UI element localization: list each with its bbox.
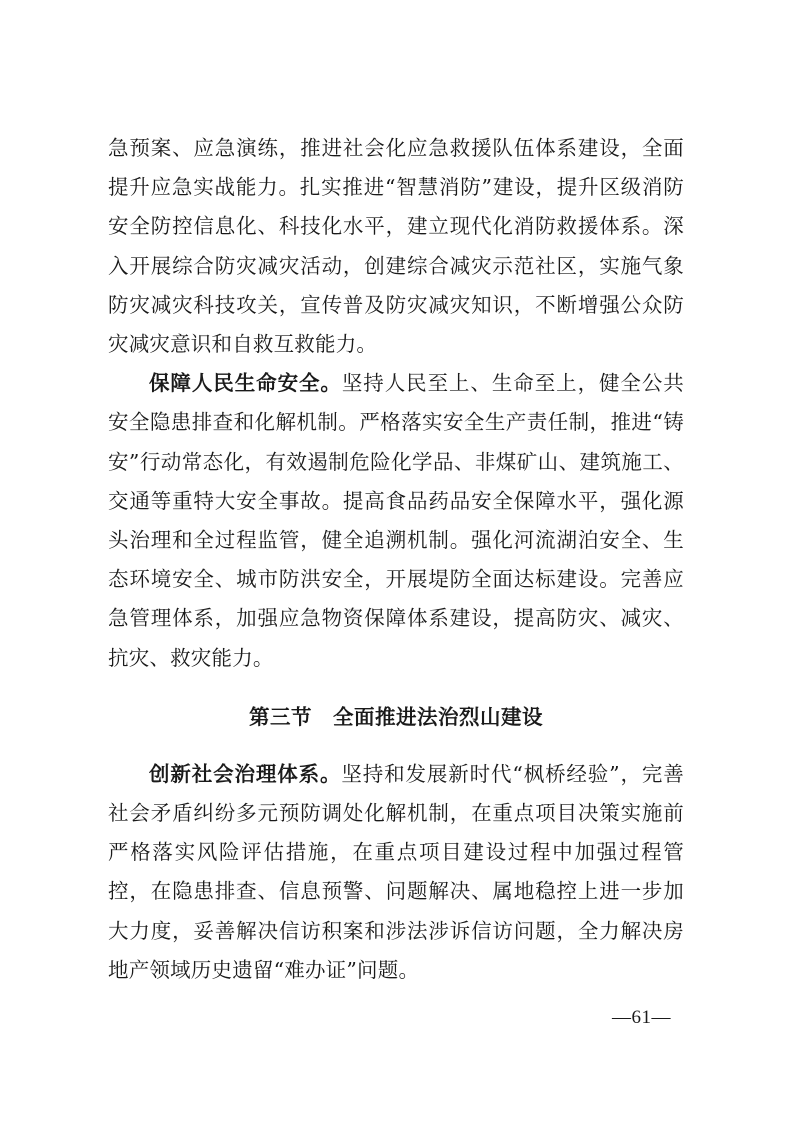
paragraph-emergency-response [108,129,684,364]
paragraph-text: 急预案、应急演练，推进社会化应急救援队伍体系建设，全面提升应急实战能力。扎实推进“智慧消防”建设，提升区级消防安全防控信息化、科技化水平，建立现代化消防救援体系。深入开展综合防灾减灾活动，创建综合减灾示范社区，实施气象防灾减灾科技攻关，宣传普及防灾减灾知识，不断增强公众防灾减灾意识和自救互救能力。 [108,136,684,357]
document-body [108,129,684,990]
page-number: —61— [612,1007,671,1028]
paragraph-text: 坚持和发展新时代“枫桥经验”，完善社会矛盾纠纷多元预防调处化解机制，在重点项目决策实施前严格落实风险评估措施，在重点项目建设过程中加强过程管控，在隐患排查、信息预警、问题解决、属地稳控上进一步加大力度，妥善解决信访积案和涉法涉诉信访问题，全力解决房地产领域历史遗留“难办证”问题。 [108,761,684,982]
paragraph-text: 坚持人民至上、生命至上，健全公共安全隐患排查和化解机制。严格落实安全生产责任制，推进“铸安”行动常态化，有效遏制危险化学品、非煤矿山、建筑施工、交通等重特大安全事故。提高食品药品安全保障水平，强化源头治理和全过程监管，健全追溯机制。强化河流湖泊安全、生态环境安全、城市防洪安全，开展堤防全面达标建设。完善应急管理体系，加强应急物资保障体系建设，提高防灾、减灾、抗灾、救灾能力。 [108,371,684,670]
paragraph-lead-heading: 创新社会治理体系。 [149,761,342,786]
paragraph-public-safety [108,364,684,678]
paragraph-social-governance [108,755,684,990]
paragraph-lead-heading: 保障人民生命安全。 [149,371,342,396]
section-heading: 第三节 全面推进法治烈山建设 [249,704,543,729]
